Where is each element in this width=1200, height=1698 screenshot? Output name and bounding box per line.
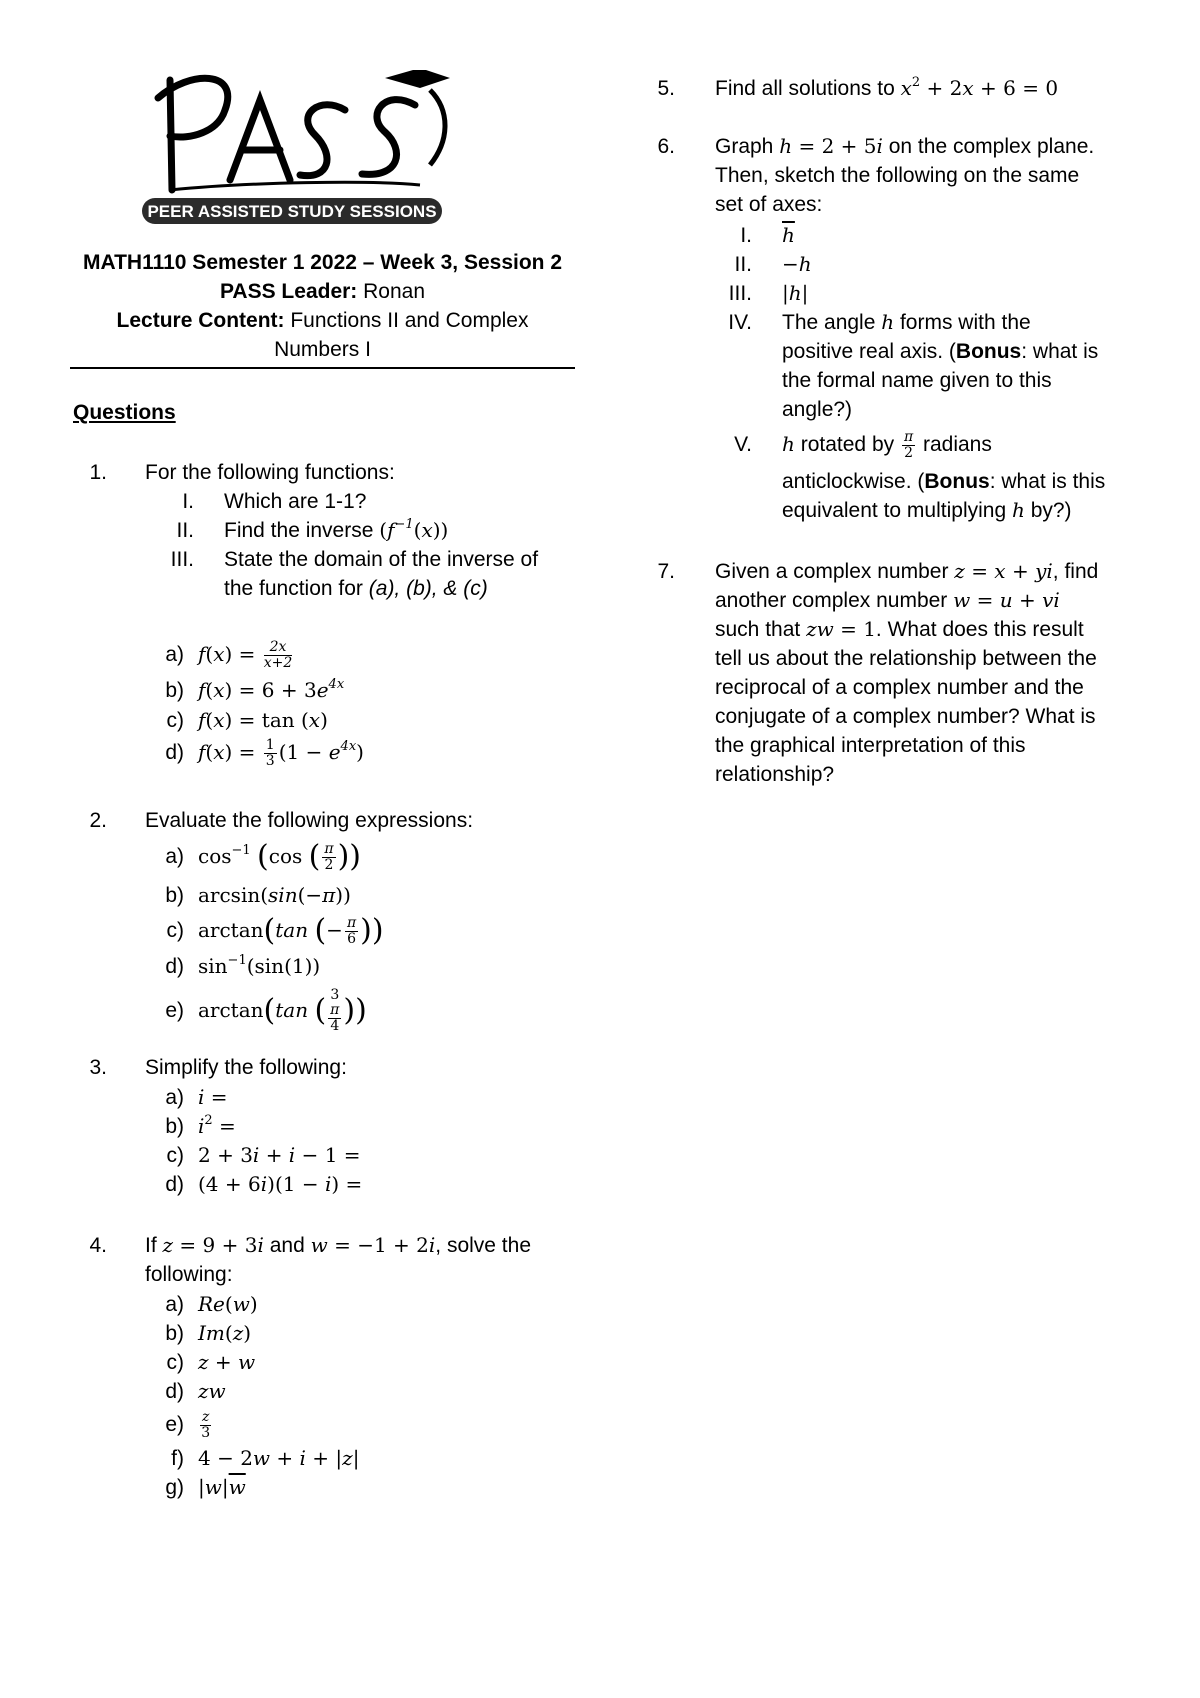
q3-item-b: b) $i^2$ = — [165, 1113, 236, 1138]
lecture-content-line: Lecture Content: Functions II and Complex — [116, 309, 529, 332]
q6-part-4-line2: positive real axis. (Bonus: what is — [782, 340, 1099, 363]
q3-item-a: a) i = — [165, 1085, 228, 1109]
pass-logo — [130, 70, 470, 250]
q2-item-c: c) arctan(tan (− $\frac{\pi}{6}$ )) — [166, 913, 384, 948]
q1-part-1: I. Which are 1-1? — [182, 490, 367, 513]
q1-part-2: II. Find the inverse $(f^{-1}(x))$ — [176, 517, 449, 542]
q6-part-4-line4: angle?) — [782, 398, 853, 421]
q1-item-d: d) f(x) = $\frac{1}{3}$ $(1 - e^{4x})$ — [165, 737, 364, 769]
q2-item-e: e) arctan(tan ( 3 π 4 )) — [165, 987, 367, 1034]
doc-title: MATH1110 Semester 1 2022 – Week 3, Session 2 — [82, 251, 562, 274]
q6-part-2: II. −h — [734, 252, 812, 276]
q4-item-g: g) $|w|\overline{w}$ — [165, 1475, 246, 1499]
q2-item-b: b) arcsin(sin(−π)) — [165, 883, 351, 907]
logo-banner-text: PEER ASSISTED STUDY SESSIONS — [147, 202, 437, 221]
q4-item-b: b) Im(z) — [165, 1321, 252, 1345]
q4-item-a: a) Re(w) — [165, 1292, 258, 1316]
q3-item-c: c) 2 + 3i + i − 1 = — [166, 1143, 361, 1167]
q1-item-b: b) $f(x) = 6 + 3e^{4x}$ — [165, 677, 345, 702]
q2-item-d: d) $\sin^{-1}(\sin(1))$ — [165, 953, 321, 978]
lecture-content-line2: Numbers I — [274, 338, 371, 361]
q1-part-3-line2: the function for (a), (b), & (c) — [224, 577, 488, 600]
q4-item-f: f) 4 − 2w + i + |z| — [171, 1446, 360, 1470]
q6-part-5-line3: equivalent to multiplying h by?) — [782, 498, 1072, 522]
q6-part-3: III. |h| — [728, 281, 809, 305]
q6-part-5-line2: anticlockwise. (Bonus: what is this — [782, 470, 1106, 493]
q4-item-c: c) z + w — [166, 1350, 256, 1374]
q4-item-d: d) zw — [165, 1379, 226, 1403]
pass-leader-line: PASS Leader: Ronan — [219, 280, 426, 303]
q6-part-1: I. $\overline{h}$ — [740, 223, 795, 247]
q6-part-5: V. h rotated by $\frac{\pi}{2}$ radians — [734, 429, 992, 461]
q6-part-4: IV. The angle h forms with the — [728, 310, 1031, 334]
q1-item-a: a) f(x) = $\frac{2x}{x+2}$ — [165, 639, 293, 671]
q4-item-e: e) $\frac{z}{3}$ — [165, 1409, 211, 1441]
q1-item-c: c) f(x) = tan (x) — [166, 708, 328, 732]
questions-heading: Questions — [73, 401, 176, 424]
q2-item-a: a) $\cos^{-1} (\cos$ ( $\frac{\pi}{2}$ )) — [165, 839, 361, 874]
header-divider — [70, 367, 575, 369]
q3-item-d: d) (4 + 6i)(1 − i) = — [165, 1172, 363, 1196]
q6-part-4-line3: the formal name given to this — [782, 369, 1052, 392]
q1-part-3: III. State the domain of the inverse of — [170, 548, 539, 571]
